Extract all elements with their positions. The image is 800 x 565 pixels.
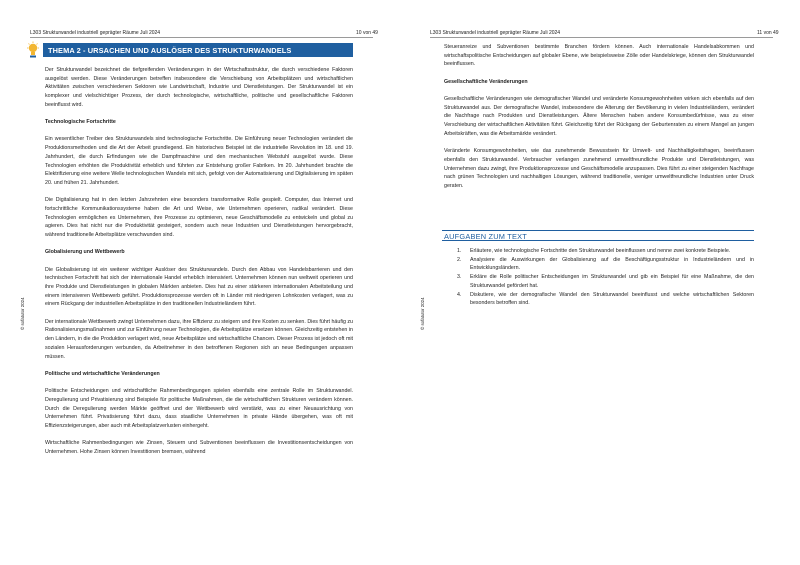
paragraph: Der internationale Wettbewerb zwingt Unternehmen dazu, ihre Effizienz zu steigern und ihre Kosten zu senken. Dies führt häufig zu Rationalisierungsmaßnahmen und zur Einführung neuer Technologien, die Arbeitsplätze ersetzen können. Gleichzeitig entstehen in den Ländern, in die die Produktion verlagert wird, neue Arbeitsplätze und wirtschaftliche Chancen. Dieser Prozess ist jedoch oft mit sozialen Herausforderungen verbunden, da Arbeitnehmer in den betroffenen Regionen sich an neue Bedingungen anpassen müssen. (45, 318, 353, 360)
page-number: 10 von 49 (356, 30, 378, 36)
section-heading: Technologische Fortschritte (45, 119, 116, 126)
task-text: Analysiere die Auswirkungen der Globalisierung auf die Beschäftigungsstruktur in Industrieländern und in Entwicklungsländern. (470, 256, 754, 272)
header-title: L303 Strukturwandel industriell geprägter Räume Juli 2024 (430, 30, 561, 36)
paragraph: Wirtschaftliche Rahmenbedingungen wie Zinsen, Steuern und Subventionen beeinflussen die Investitionsentscheidungen von Unternehmen. Hohe Zinsen können Investitionen bremsen, während (45, 440, 353, 455)
header-divider (30, 37, 373, 38)
section-heading: Politische und wirtschaftliche Veränderungen (45, 370, 160, 377)
task-text: Diskutiere, wie der demografische Wandel den Strukturwandel beeinflusst und welche wirtschaftlichen Sektoren besonders betroffen sind. (470, 291, 754, 307)
task-item (457, 256, 754, 273)
section-heading: Globalisierung und Wettbewerb (45, 249, 125, 256)
paragraph: Veränderte Konsumgewohnheiten, wie das zunehmende Bewusstsein für Umwelt- und Nachhaltigkeitsfragen, beeinflussen ebenfalls den Strukturwandel. Verbraucher verlangen zunehmend umweltfreundliche Produkte und Dienstleistungen, was Unternehmen dazu zwingt, ihre Produktionsprozesse und Geschäftsmodelle anzupassen. Dies führt zu einer steigenden Nachfrage nach grünen Technologien und nachhaltigen Lösungen, während traditionelle, weniger umweltfreundliche Industrien unter Druck geraten. (444, 148, 754, 189)
task-item (457, 291, 754, 308)
task-text: Erläutere, wie technologische Fortschritte den Strukturwandel beeinflussen und nenne zwei konkrete Beispiele. (470, 248, 731, 254)
paragraph: Die Globalisierung ist ein weiterer wichtiger Auslöser des Strukturwandels. Durch den Abbau von Handelsbarrieren und den technischen Fortschritt hat sich der internationale Handel erheblich intensiviert. Unternehmen können nun weltweit operieren und ihre Produkte und Dienstleistungen in globalen Märkten anbieten. Dies hat zu einer stärkeren internationalen Arbeitsteilung und einem intensiveren Wettbewerb geführt. Produktionsprozesse werden oft in Länder mit niedrigeren Lohnkosten verlagert, was zu einem Rückgang der industriellen Arbeitsplätze in den traditionellen Industrieländern führt. (45, 266, 353, 308)
task-text: Erkläre die Rolle politischer Entscheidungen im Strukturwandel und gib ein Beispiel für eine Maßnahme, die den Strukturwandel gefördert hat. (470, 274, 754, 289)
left-body (45, 66, 353, 465)
task-number: 1. (457, 248, 462, 254)
task-number: 2. (457, 256, 462, 263)
continuation-paragraph: Steueranreize und Subventionen bestimmte Branchen fördern können. Auch internationale Handelsabkommen und wirtschaftspolitische Entscheidungen auf globaler Ebene, wie beispielsweise Zölle oder Handelskriege, können den Strukturwandel beeinflussen. (444, 44, 754, 68)
paragraph: Gesellschaftliche Veränderungen wie demografischer Wandel und veränderte Konsumgewohnheiten wirken sich ebenfalls auf den Strukturwandel aus. Der demografische Wandel, insbesondere die Alterung der Bevölkerung in vielen Industrieländern, verändert die Nachfrage nach Produkten und Dienstleistungen. Ältere Menschen haben andere Konsumbedürfnisse, was zu einer Verschiebung der wirtschaftlichen Aktivitäten führt. Gleichzeitig führt der Rückgang der Geburtenraten zu einem Mangel an jungen Arbeitskräften, was die Arbeitsmärkte verändert. (444, 96, 754, 137)
task-item (457, 247, 754, 256)
side-copyright: © sofatutor 2024 (420, 297, 425, 330)
task-list (457, 247, 754, 308)
intro-paragraph: Der Strukturwandel bezeichnet die tiefgreifenden Veränderungen in der Wirtschaftsstruktur, die durch verschiedene Faktoren ausgelöst werden. Diese Veränderungen betreffen insbesondere die Verschiebung von Arbeitsplätzen und wirtschaftlichen Aktivitäten zwischen verschiedenen Sektoren wie Landwirtschaft, Industrie und Dienstleistungen. Der Strukturwandel ist ein komplexer und vielschichtiger Prozess, der durch technologische, wirtschaftliche, politische und gesellschaftliche Faktoren beeinflusst wird. (45, 67, 353, 108)
paragraph: Ein wesentlicher Treiber des Strukturwandels sind technologische Fortschritte. Die Einführung neuer Technologien verändert die Produktionsmethoden und die Art der Arbeit grundlegend. Ein historisches Beispiel ist die industrielle Revolution im 18. und 19. Jahrhundert, die durch Erfindungen wie die Dampfmaschine und den mechanischen Webstuhl ausgelöst wurde. Diese Technologien erhöhten die Produktivität erheblich und führten zur Entstehung großer Fabriken. Im 20. Jahrhundert brachte die Elektrifizierung eine weitere Welle technologischen Wandels mit sich, gefolgt von der Automatisierung und Digitalisierung im späten 20. und frühen 21. Jahrhundert. (45, 136, 353, 186)
right-body (444, 43, 754, 199)
section-heading: Gesellschaftliche Veränderungen (444, 78, 528, 85)
paragraph: Politische Entscheidungen und wirtschaftliche Rahmenbedingungen spielen ebenfalls eine zentrale Rolle im Strukturwandel. Deregulierung und Privatisierung sind Beispiele für politische Maßnahmen, die die wirtschaftlichen Strukturen verändern können. Durch die Deregulierung werden Märkte geöffnet und der Wettbewerb wird verstärkt, was zu einer Neuausrichtung von Unternehmen führt. Privatisierung führt dazu, dass staatliche Unternehmen in private Hände übergehen, was oft mit Effizienzsteigerungen, aber auch mit Arbeitsplatzverlusten einhergeht. (45, 388, 353, 429)
header-divider (430, 37, 773, 38)
aufgaben-heading: AUFGABEN ZUM TEXT (442, 230, 754, 241)
lightbulb-icon (26, 41, 40, 60)
paragraph: Die Digitalisierung hat in den letzten Jahrzehnten eine besonders transformative Rolle gespielt. Computer, das Internet und fortschrittliche Kommunikationssysteme haben die Art und Weise, wie Unternehmen operieren, radikal verändert. Diese Technologien ermöglichen es Unternehmen, ihre Prozesse zu optimieren, neue Geschäftsmodelle zu entwickeln und global zu agieren. Dies hat nicht nur die Produktivität gesteigert, sondern auch neue Industrien und Dienstleistungen hervorgebracht, während traditionelle Arbeitsplätze verschwunden sind. (45, 197, 353, 239)
task-number: 3. (457, 274, 462, 281)
task-number: 4. (457, 291, 462, 298)
side-copyright: © sofatutor 2024 (20, 297, 25, 330)
task-item (457, 273, 754, 290)
header-title: L303 Strukturwandel industriell geprägter Räume Juli 2024 (30, 30, 161, 36)
thema-heading: THEMA 2 - URSACHEN UND AUSLÖSER DES STRUKTURWANDELS (43, 43, 353, 57)
page-number: 11 von 49 (757, 30, 779, 36)
